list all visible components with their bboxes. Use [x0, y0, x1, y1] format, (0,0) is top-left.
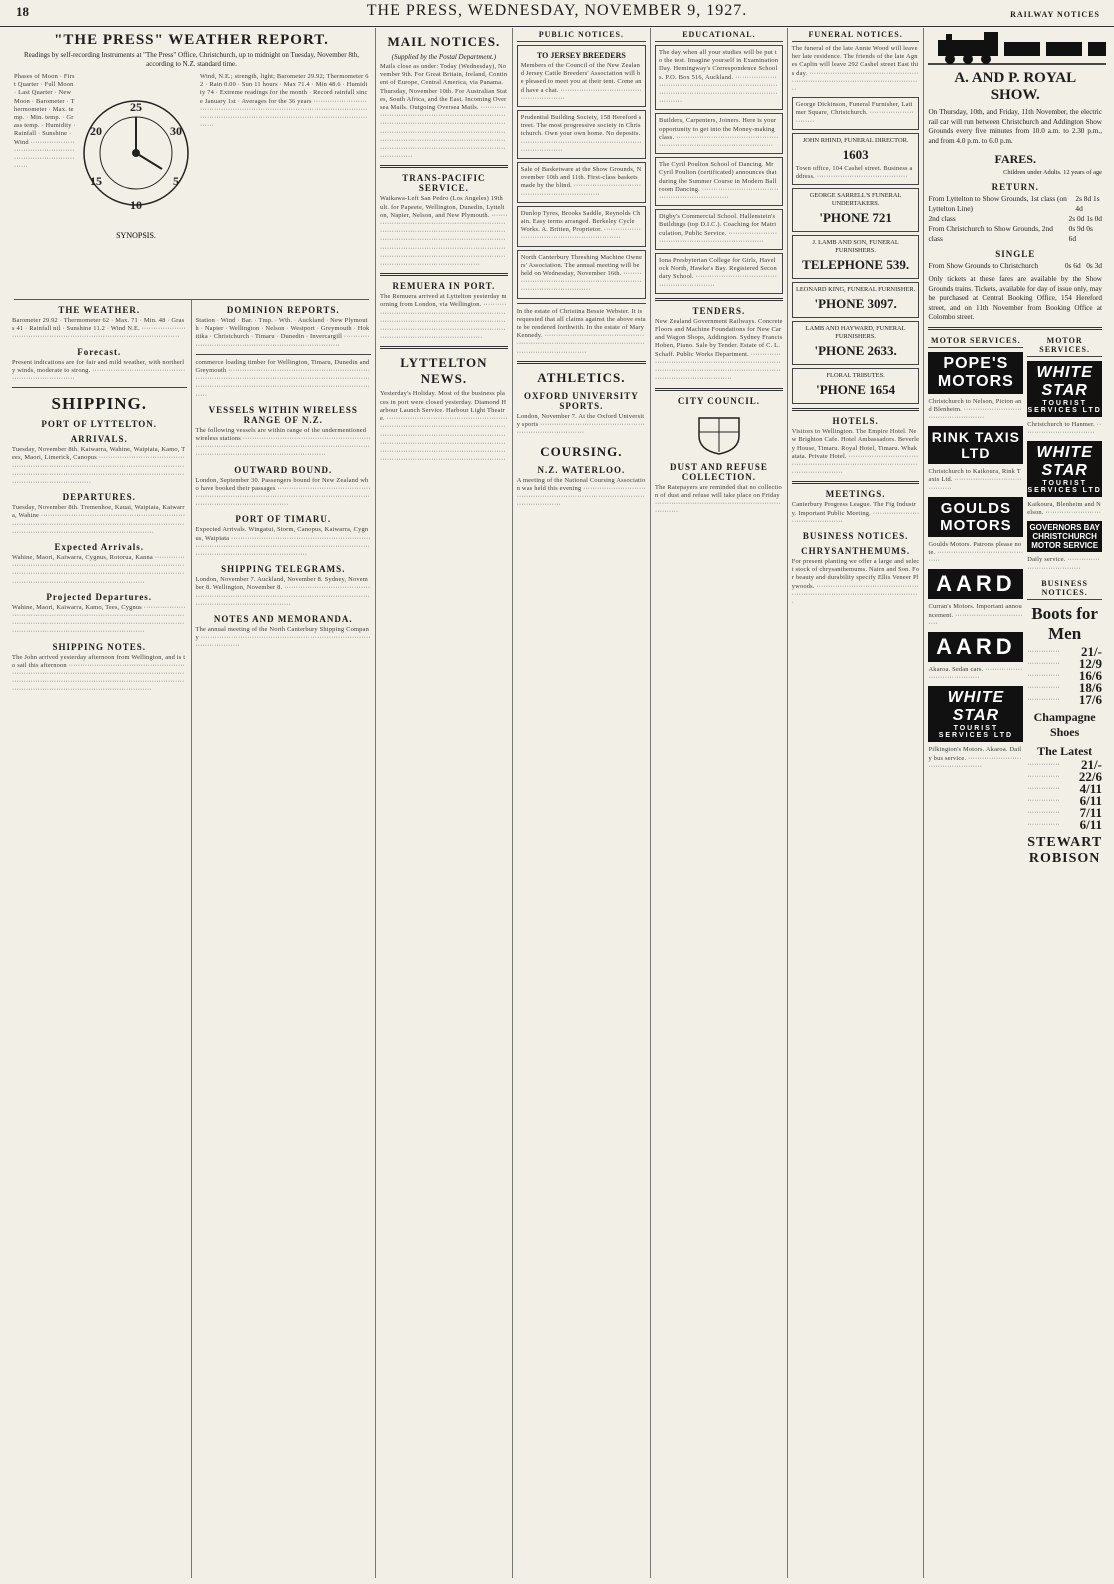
price-value: 21/-	[1081, 643, 1102, 659]
champagne-price-line: ·············· 6/11	[1027, 816, 1102, 832]
king-ad	[792, 282, 920, 318]
fare-label: From Lyttelton to Show Grounds, 1st class (on Lyttelton Line)	[928, 194, 1067, 213]
city-council-heading: CITY COUNCIL.	[677, 395, 760, 406]
weather-report	[8, 28, 375, 300]
study-ad	[655, 45, 783, 110]
dial-number: 20	[90, 124, 102, 138]
dunlop-text: Dunlop Tyres, Brooks Saddle, Reynolds Chain. Easy terms arranged. Berkeley Cycle Works. A. Britten, Proprietor. ···························································	[520, 209, 642, 242]
motor-services-left	[928, 334, 1023, 867]
column-railway	[924, 28, 1106, 1578]
the-latest-heading: The Latest	[1037, 743, 1093, 758]
fare-row	[928, 224, 1102, 244]
rail-note: Only tickets at these fares are available by the Show Grounds trains. Tickets, available for day of issue only, may be purchased at Central Booking Office, 154 Hereford street, and on 11th November from Booking Office at Colombo street.	[928, 275, 1102, 321]
single-label: SINGLE	[995, 249, 1036, 259]
the-weather-heading: THE WEATHER.	[58, 305, 141, 315]
shipping-notes-heading: SHIPPING NOTES.	[52, 641, 147, 652]
forecast-heading: Forecast.	[77, 346, 122, 357]
funeral-header: FUNERAL NOTICES.	[792, 28, 920, 42]
projected-departures-heading: Projected Departures.	[46, 591, 153, 602]
dial-number: 30	[170, 124, 182, 138]
price-value: 6/11	[1079, 792, 1102, 808]
single-fare-child: 0s 3d	[1086, 261, 1102, 270]
arrivals-text: Tuesday, November 8th. Kaiwarra, Wahine, Waipiata, Kamo, Tees, Maori, Limerick, Canopus ···························································································································································································································	[12, 446, 186, 487]
athletics-heading: ATHLETICS.	[537, 369, 626, 385]
lamb-son-name: J. LAMB AND SON, FUNERAL FURNISHERS.	[812, 239, 899, 255]
weather-table: Barometer 29.92 · Thermometer 62 · Max. 71 · Min. 48 · Grass 41 · Rainfall nil · Sunshine 11.2 · Wind N.E. ···························································································	[12, 317, 186, 341]
shipping-column-2-text: commerce loading timber for Wellington, Timaru, Dunedin and Greymouth ························································································································································································································	[195, 358, 371, 399]
dickinson-ad	[792, 97, 920, 130]
white-star-logo-2: WHITE STAR TOURIST SERVICES LTD	[1027, 441, 1102, 497]
business-notices-heading-5: BUSINESS NOTICES.	[802, 531, 909, 542]
column-mail	[376, 28, 513, 1578]
remuera-heading: REMUERA IN PORT.	[392, 281, 496, 292]
hotels-heading: HOTELS.	[832, 416, 879, 427]
port-timaru-heading: PORT OF TIMARU.	[235, 514, 332, 525]
sarrell-name: GEORGE SARRELL'S FUNERAL UNDERTAKERS.	[809, 192, 902, 208]
meetings-text: Canterbury Progress League. The Fig Industry. Important Public Meeting. ··········································	[791, 501, 920, 525]
mail-notices-heading: MAIL NOTICES.	[387, 34, 501, 49]
threshing-text: North Canterbury Threshing Machine Owners' Association. The annual meeting will be held on Wednesday, November 16th. ··························································································	[520, 253, 642, 294]
goulds-motors-logo: GOULDS MOTORS	[928, 497, 1023, 537]
dust-refuse-text: The Ratepayers are reminded that no collection of dust and refuse will take place on Friday ································································	[655, 483, 782, 516]
white-star-text-2: Kaikoura, Blenheim and Nelson. ························	[1027, 500, 1102, 517]
fares-heading: FARES.	[994, 152, 1036, 166]
phone-2633: 'PHONE 2633.	[814, 343, 897, 359]
motor-services-right	[1027, 334, 1102, 867]
nz-waterloo-heading: N.Z. WATERLOO.	[537, 464, 626, 475]
jersey-breeders-ad	[517, 45, 646, 107]
weather-dial	[76, 73, 196, 299]
champagne-heading: Champagne Shoes	[1033, 709, 1096, 739]
floral-tributes-name: FLORAL TRIBUTES.	[826, 372, 885, 380]
popes-motors-logo: POPE'S MOTORS	[928, 352, 1023, 394]
weather-readings-right: Wind, N.E.; strength, light; Barometer 29.92; Thermometer 62 · Rain 0.00 · Sun 11 hours · Max 71.4 · Min 48.6 · Humidity 74 · Extreme readings for the month · Record rainfall since January 1st · Averages for the 36 years ·············································································································································································	[200, 73, 369, 130]
motor-services-heading-2: MOTOR SERVICES.	[1027, 334, 1102, 357]
price-value: 18/6	[1078, 679, 1102, 695]
weather-legend-left: Phases of Moon · First Quarter · Full Moon · Last Quarter · New Moon · Barometer · Thermometer · Max. temp. · Min. temp. · Grass temp. · Humidity · Rainfall · Sunshine · Wind ·············································································	[14, 73, 76, 171]
dominion-reports-heading: DOMINION REPORTS.	[226, 305, 340, 315]
lyttelton-news-heading: LYTTELTON NEWS.	[400, 355, 488, 387]
column-funeral	[788, 28, 925, 1578]
dickinson-text: George Dickinson, Funeral Furnisher, Latimer Square, Christchurch. ···························	[795, 101, 914, 125]
estate-notices-text: In the estate of Christina Bessie Webster. It is requested that all claims against the above estate be rendered forthwith. In the estate of Mary Kennedy. ································································································································	[516, 307, 646, 356]
threshing-ad	[517, 250, 646, 299]
motor-services-heading: MOTOR SERVICES.	[928, 334, 1023, 348]
meetings-heading: MEETINGS.	[825, 489, 886, 500]
commercial-school-text: Digby's Commercial School. Hallenstein's Buildings (top D.I.C.). Coaching for Matriculation, Public Service. ··································································	[659, 213, 778, 245]
study-text: The day when all your studies will be put to the test. Imagine yourself in Examination Day. Hemingway's Correspondence Schools. P.O. Box 516, Auckland. ··································································································································	[659, 49, 779, 106]
trans-pacific-text: Waikawa-Left San Pedro (Los Angeles) 19th ult. for Papeete, Wellington, Dunedin, Lyttelton, Napier, Nelson, and New Plymouth. ································································································································································································································································································································	[380, 195, 508, 269]
single-fare-row	[928, 261, 1102, 271]
rhind-name: JOHN RHIND, FUNERAL DIRECTOR.	[802, 136, 909, 144]
port-timaru-text: Expected Arrivals. Wingatui, Storm, Canopus, Kaiwarra, Cygnus, Waipiata ·······················································································································································································	[195, 526, 371, 559]
fare-row	[928, 194, 1102, 214]
champagne-price-line: ·············· 7/11	[1027, 804, 1102, 820]
expected-arrivals-text: Wahine, Maori, Kaiwarra, Cygnus, Rotorua, Kanna ··························································································································································································································	[12, 554, 185, 586]
boots-title: Boots for Men	[1031, 603, 1098, 643]
business-notices-text-5: For present planting we offer a large and select stock of chrysanthemums. Nairn and Son. For beauty and durability specify Ellis Veneer Plywoods. ···································································································	[791, 558, 920, 607]
fare-values: 2s 0d 1s 0d	[1068, 214, 1102, 223]
champagne-price-line: ·············· 6/11	[1027, 792, 1102, 808]
bus-service-text: Pilkington's Motors. Akaroa. Daily bus service. ··············································	[928, 746, 1022, 770]
white-star-logo-1: WHITE STAR TOURIST SERVICES LTD	[1027, 361, 1102, 417]
fare-values: 2s 8d 1s 4d	[1075, 194, 1100, 213]
dial-number: 25	[130, 100, 142, 114]
white-star-text-1: Christchurch to Hanmer. ·······························	[1027, 420, 1102, 436]
chrysanthemums-heading: CHRYSANTHEMUMS.	[801, 546, 911, 557]
weather-subtitle: Readings by self-recording Instruments at "The Press" Office, Christchurch, up to midnight on Tuesday, November 8th, according to N.Z. standard time.	[23, 51, 360, 68]
column-public-notices	[513, 28, 651, 1578]
commercial-school-ad	[655, 209, 783, 250]
shipping-telegrams-text: London, November 7. Auckland, November 8. Sydney, November 8. Wellington, November 8. ·························································································································································	[195, 576, 371, 608]
presbyterian-college-text: Iona Presbyterian College for Girls, Havelock North, Hawke's Bay. Registered Secondary School. ···························································	[659, 257, 778, 289]
motor-services-area	[928, 334, 1102, 867]
basketware-ad	[517, 162, 646, 203]
barometer-dial-icon	[76, 73, 196, 273]
dancing-school-text: The Cyril Poulton School of Dancing. Mr Cyril Poulton (certificated) announces that during the Summer Course in Modern Ballroom Dancing. ·······························································	[659, 161, 779, 202]
price-value: 22/6	[1078, 768, 1102, 784]
jersey-breeders-title: TO JERSEY BREEDERS	[536, 51, 626, 60]
rink-taxis-logo: RINK TAXIS LTD	[928, 426, 1023, 464]
vessels-wireless-heading-2: VESSELS WITHIN WIRELESS RANGE OF N.Z.	[208, 404, 358, 425]
newspaper-title: THE PRESS, WEDNESDAY, NOVEMBER 9, 1927.	[366, 2, 748, 19]
forecast-text: Present indications are for fair and mild weather, with northerly winds, moderate to strong. ···································································	[12, 358, 186, 383]
single-fare-label: From Show Grounds to Christchurch	[928, 261, 1039, 270]
column-1	[8, 300, 192, 1578]
fare-label: 2nd class	[928, 214, 956, 223]
column-educational	[651, 28, 788, 1578]
aard-logo-2: AARD	[928, 632, 1023, 662]
shipping-telegrams-heading: SHIPPING TELEGRAMS.	[221, 564, 346, 575]
price-value: 7/11	[1079, 804, 1102, 820]
weather-chart-area	[14, 73, 369, 300]
rail-text: On Thursday, 10th, and Friday, 11th November, the electric rail car will run between Christchurch and Addington Show Grounds every five minutes from 10.0 a.m. to 2.30 p.m., and from 4.0 p.m. to 6.0 p.m.	[928, 108, 1102, 145]
rail-title: A. AND P. ROYAL SHOW.	[954, 70, 1077, 103]
boots-price-line: ·············· 18/6	[1027, 679, 1102, 695]
champagne-price-line: ·············· 21/-	[1027, 756, 1102, 772]
dancing-school-ad	[655, 157, 783, 206]
city-crest-icon	[691, 412, 747, 456]
oxford-sports-heading: OXFORD UNIVERSITY SPORTS.	[524, 390, 639, 411]
mail-caption: (Supplied by the Postal Department.)	[391, 53, 497, 61]
boots-price-line: ·············· 21/-	[1027, 643, 1102, 659]
shipping-notes-text: The John arrived yesterday afternoon from Wellington, and is to sail this afternoon ··································································································································································································································································	[12, 653, 186, 694]
dial-number: 5	[173, 174, 179, 188]
remuera-text: The Remuera arrived at Lyttelton yesterday morning from London, via Wellington. ························································································································································································································	[380, 293, 507, 342]
rhind-text: Town office, 104 Cashel street. Business address. ·······································	[795, 164, 913, 181]
phone-1654: 'PHONE 1654	[816, 382, 896, 398]
lower-columns-1-2	[8, 300, 375, 1578]
dust-refuse-heading: DUST AND REFUSE COLLECTION.	[669, 461, 768, 482]
prudential-ad	[517, 110, 646, 159]
funeral-notices-text: The funeral of the late Annie Wood will leave her late residence. The friends of the late Agnes Caplin will leave 292 Cashel street East this day. ·······································································································	[791, 45, 919, 94]
notes-memoranda-heading: NOTES AND MEMORANDA.	[213, 614, 353, 625]
weather-title: "THE PRESS" WEATHER REPORT.	[54, 32, 329, 48]
governors-bay-text: Daily service. ·····································	[1027, 556, 1100, 572]
basketware-text: Sale of Basketware at the Show Grounds, November 10th and 11th. First-class baskets made by the blind. ·······························································	[520, 166, 642, 198]
aard-text-2: Akaroa. Sedan cars. ······································	[928, 665, 1023, 682]
price-value: 17/6	[1078, 691, 1102, 707]
price-value: 16/6	[1078, 667, 1102, 683]
locomotive-icon	[928, 30, 1106, 66]
lamb-hayward-name: LAMB AND HAYWARD, FUNERAL FURNISHERS.	[805, 325, 906, 341]
presbyterian-college-ad	[655, 253, 783, 294]
synopsis-label: SYNOPSIS.	[116, 231, 156, 240]
builders-ad	[655, 113, 783, 154]
prudential-text: Prudential Building Society, 158 Hereford street. The most progressive society in Christchurch. Own your own home. No deposits. ······································································	[520, 114, 642, 154]
fare-row	[928, 214, 1102, 224]
hotels-text: Visitors to Wellington. The Empire Hotel. New Brighton Cafe. Hotel Ambassadors. Beverley House, Timaru. Royal Hotel, Timaru. Whakatata. Private Hotel. ··········································································································	[791, 428, 920, 477]
price-value: 21/-	[1081, 756, 1102, 772]
outward-bound-heading: OUTWARD BOUND.	[234, 464, 333, 475]
price-value: 6/11	[1079, 816, 1102, 832]
phone-3097: 'PHONE 3097.	[814, 296, 897, 312]
dial-number: 10	[130, 198, 142, 212]
single-fare-adult: 0s 6d	[1064, 261, 1081, 270]
king-name: LEONARD KING, FUNERAL FURNISHER.	[796, 286, 916, 294]
boots-price-list	[1027, 643, 1102, 707]
aard-logo: AARD	[928, 569, 1023, 599]
phone-539: TELEPHONE 539.	[802, 257, 910, 273]
weather-shipping-area	[8, 28, 376, 1578]
expected-arrivals-heading: Expected Arrivals.	[54, 542, 144, 553]
departures-text: Tuesday, November 8th. Tremenhoe, Kauai, Waipiata, Kaiwarra, Wahine ·····································································································································································································	[12, 504, 186, 536]
shipping-heading: SHIPPING.	[51, 394, 147, 414]
aard-text: Curran's Motors. Important announcement. ·································	[928, 603, 1023, 627]
outward-bound-text: London, September 30. Passengers bound for New Zealand who have booked their passages ···························································································································································	[195, 476, 371, 509]
boots-price-line: ·············· 12/9	[1027, 655, 1102, 671]
rhind-ad	[792, 133, 920, 185]
boots-price-line: ·············· 17/6	[1027, 691, 1102, 707]
champagne-price-line: ·············· 4/11	[1027, 780, 1102, 796]
rink-taxis-text: Christchurch to Kaikoura, Rink Taxis Ltd. ·······································	[928, 468, 1022, 492]
notes-memoranda-text: The annual meeting of the North Canterbury Shipping Company ····························································································	[195, 626, 371, 650]
column-2	[192, 300, 376, 1578]
champagne-price-list	[1027, 756, 1102, 832]
governors-bay-logo: GOVERNORS BAY CHRISTCHURCH MOTOR SERVICE	[1027, 521, 1102, 552]
price-value: 4/11	[1079, 780, 1102, 796]
tenders-text: New Zealand Government Railways. Concrete Floors and Machine Foundations for New Car and Wagon Shops, Addington. Sydney Francis Hoben, Piano. Sale by Tender. Estate of C. L. Schaff. Public Works Department. ··························································································································································	[655, 317, 783, 383]
fares-column-header: Children under Adults. 12 years of age	[1003, 169, 1102, 176]
floral-tributes-ad	[792, 368, 920, 404]
lamb-son-ad	[792, 235, 920, 279]
port-lyttelton-heading: PORT OF LYTTELTON.	[41, 419, 158, 430]
masthead	[0, 0, 1114, 27]
dial-number: 15	[90, 174, 102, 188]
arrivals-heading: ARRIVALS.	[70, 434, 128, 445]
vessels-wireless-text: The following vessels are within range of the undermentioned wireless stations ··························································································································································································	[195, 426, 371, 459]
return-label: RETURN.	[991, 182, 1039, 192]
boots-price-line: ·············· 16/6	[1027, 667, 1102, 683]
popes-motors-text: Christchurch to Nelson, Picton and Blenheim. ·················································	[928, 397, 1022, 421]
sarrell-ad	[792, 188, 920, 232]
educational-header: EDUCATIONAL.	[655, 28, 783, 42]
columns	[8, 28, 1106, 1578]
coursing-heading: COURSING.	[540, 443, 623, 459]
dunlop-ad	[517, 206, 646, 247]
fare-values: 0s 9d 0s 6d	[1068, 224, 1093, 243]
public-notices-header: PUBLIC NOTICES.	[517, 28, 646, 42]
dominion-reports-table: Station · Wind · Bar. · Tmp. · Wth. · Auckland · New Plymouth · Napier · Wellington · Nelson · Westport · Greymouth · Hokitika · Christchurch · Timaru · Dunedin · Invercargill ·········································································	[195, 317, 370, 349]
oxford-sports-text: London, November 7. At the Oxford University sports ··········································································	[516, 412, 645, 437]
builders-text: Builders, Carpenters, Joiners. Here is your opportunity to get into the Money-making class. ·····························································································	[659, 117, 779, 150]
lamb-hayward-ad	[792, 321, 920, 365]
jersey-breeders-text: Members of the Council of the New Zealand Jersey Cattle Breeders' Association will be pleased to meet you at their tent. Come and have a chat. ······················································	[520, 62, 642, 102]
railway-notices-label: RAILWAY NOTICES	[1010, 10, 1100, 19]
stewart-robison-name: STEWART ROBISON	[1027, 834, 1103, 866]
tenders-heading: TENDERS.	[692, 305, 746, 316]
trans-pacific-heading: TRANS-PACIFIC SERVICE.	[402, 173, 486, 194]
fare-label: From Christchurch to Show Grounds, 2nd class	[928, 224, 1053, 243]
white-star-logo-3: WHITE STAR TOURIST SERVICES LTD	[928, 686, 1023, 742]
phone-721: 'PHONE 721	[819, 210, 892, 226]
nz-waterloo-text: A meeting of the National Coursing Association was held this evening ·····································································································	[516, 476, 646, 509]
price-value: 12/9	[1078, 655, 1102, 671]
champagne-price-line: ·············· 22/6	[1027, 768, 1102, 784]
projected-departures-text: Wahine, Maori, Kaiwarra, Kamo, Tees, Cygnus ·······························································································································································································································	[12, 603, 186, 636]
phone-1603: 1603	[842, 146, 869, 162]
lyttelton-news-text: Yesterday's Holiday. Most of the business places in port were closed yesterday. Diamond Harbour Launch Service. Harbour Light Theatre. ··································································································································································································································································································································	[380, 390, 508, 464]
fare-table	[928, 194, 1102, 244]
page-number: 18	[16, 4, 29, 19]
goulds-motors-text: Goulds Motors. Patrons please note. ··········································	[928, 540, 1024, 565]
business-notices-heading-6: BUSINESS NOTICES.	[1027, 577, 1102, 600]
departures-heading: DEPARTURES.	[62, 492, 136, 503]
mail-notices-text: Mails close as under: Today (Wednesday), November 9th. For Great Britain, Ireland, Continent of Europe, Central America, via Panama. Thursday, November 10th. For Australian States, South Africa, and the East. Incoming Oversea Mails. Outgoing Oversea Mails. ·······································································································································································································································································································	[380, 63, 508, 161]
